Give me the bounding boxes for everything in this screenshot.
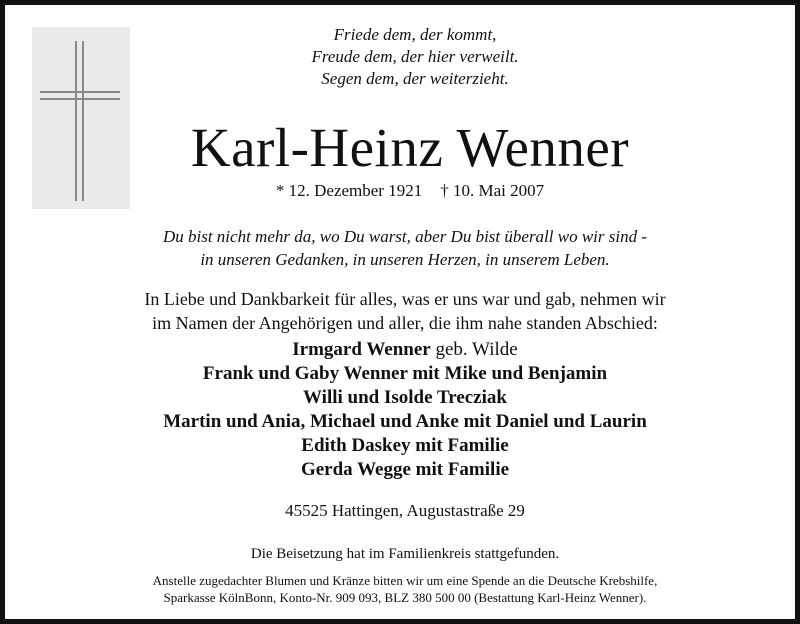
mourner-line: Willi und Isolde Trecziak [303, 387, 507, 408]
widow-maiden-name: geb. Wilde [430, 339, 518, 360]
mourner-line: Frank und Gaby Wenner mit Mike und Benjamin [202, 363, 608, 384]
life-dates [185, 180, 635, 202]
motto-verse [265, 24, 565, 90]
mourner-line: Martin und Ania, Michael und Anke mit Daniel und Laurin [163, 411, 647, 432]
farewell-intro [55, 287, 755, 335]
burial-note: Die Beisetzung hat im Familienkreis stattgefunden. [250, 546, 560, 562]
donation-notice [45, 572, 765, 606]
mourner-line: Gerda Wegge mit Familie [300, 459, 510, 480]
motto-line: Friede dem, der kommt, [333, 25, 497, 44]
memorial-quote [65, 225, 745, 271]
quote-line: Du bist nicht mehr da, wo Du warst, aber Du bist überall wo wir sind - [162, 227, 648, 246]
deceased-name: Karl-Heinz Wenner [190, 117, 630, 178]
motto-line: Segen dem, der weiterzieht. [321, 69, 509, 88]
birth-date: * 12. Dezember 1921 [275, 181, 423, 200]
donation-line: Sparkasse KölnBonn, Konto-Nr. 909 093, BLZ 380 500 00 (Bestattung Karl-Heinz Wenner). [163, 590, 647, 605]
motto-line: Freude dem, der hier verweilt. [311, 47, 519, 66]
mourners-list [65, 338, 745, 482]
family-address: 45525 Hattingen, Augustastraße 29 [285, 501, 525, 520]
mourner-widow [65, 338, 745, 362]
cross-center [77, 93, 82, 98]
widow-name: Irmgard Wenner [292, 339, 431, 360]
cross-icon [32, 27, 130, 209]
quote-line: in unseren Gedanken, in unseren Herzen, in unserem Leben. [200, 250, 610, 269]
intro-line: im Namen der Angehörigen und aller, die ihm nahe standen Abschied: [152, 313, 658, 333]
cross-vertical-beam [75, 41, 84, 201]
mourner-line: Edith Daskey mit Familie [301, 435, 509, 456]
donation-line: Anstelle zugedachter Blumen und Kränze bitten wir um eine Spende an die Deutsche Krebshilfe, [152, 573, 658, 588]
death-date: † 10. Mai 2007 [440, 181, 545, 200]
intro-line: In Liebe und Dankbarkeit für alles, was er uns war und gab, nehmen wir [144, 289, 666, 309]
